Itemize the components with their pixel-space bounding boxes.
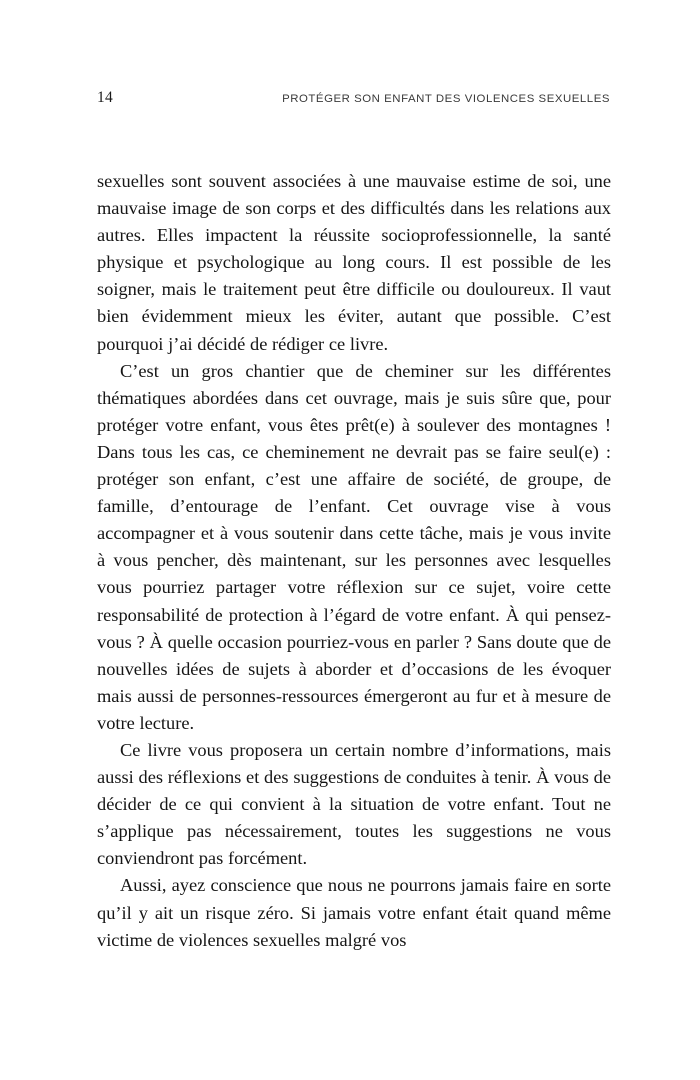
running-head xyxy=(97,88,610,108)
running-title: PROTÉGER SON ENFANT DES VIOLENCES SEXUELLES xyxy=(282,93,610,105)
paragraph: Ce livre vous proposera un certain nombre d’informations, mais aussi des réflexions et des suggestions de conduites à tenir. À vous de décider de ce qui convient à la situation de votre enfant. Tout ne s’applique pas nécessairement, toutes les suggestions ne vous conviendront pas forcément. xyxy=(97,739,611,869)
body-text xyxy=(97,168,611,954)
paragraph: sexuelles sont souvent associées à une mauvaise estime de soi, une mauvaise image de son corps et des difficultés dans les relations aux autres. Elles impactent la réussite socioprofessionnelle, la santé physique et psychologique au long cours. Il est possible de les soigner, mais le traitement peut être difficile ou douloureux. Il vaut bien évidemment mieux les éviter, autant que possible. C’est pourquoi j’ai décidé de rédiger ce livre. xyxy=(97,171,611,354)
paragraph: Aussi, ayez conscience que nous ne pourrons jamais faire en sorte qu’il y ait un risque zéro. Si jamais votre enfant était quand même victime de violences sexuelles malgré vos xyxy=(97,875,611,950)
page-number: 14 xyxy=(97,89,113,106)
paragraph: C’est un gros chantier que de cheminer sur les différentes thématiques abordées dans cet ouvrage, mais je suis sûre que, pour protéger votre enfant, vous êtes prêt(e) à soulever des montagnes ! Dans tous les cas, ce cheminement ne devrait pas se faire seul(e) : protéger son enfant, c’est une affaire de société, de groupe, de famille, d’entourage de l’enfant. Cet ouvrage vise à vous accompagner et à vous soutenir dans cette tâche, mais je vous invite à vous pencher, dès maintenant, sur les personnes avec lesquelles vous pourriez partager votre réflexion sur ce sujet, voire cette responsabilité de protection à l’égard de votre enfant. À qui pensez-vous ? À quelle occasion pourriez-vous en parler ? Sans doute que de nouvelles idées de sujets à aborder et d’occasions de les évoquer mais aussi de personnes-ressources émergeront au fur et à mesure de votre lecture. xyxy=(97,360,611,733)
